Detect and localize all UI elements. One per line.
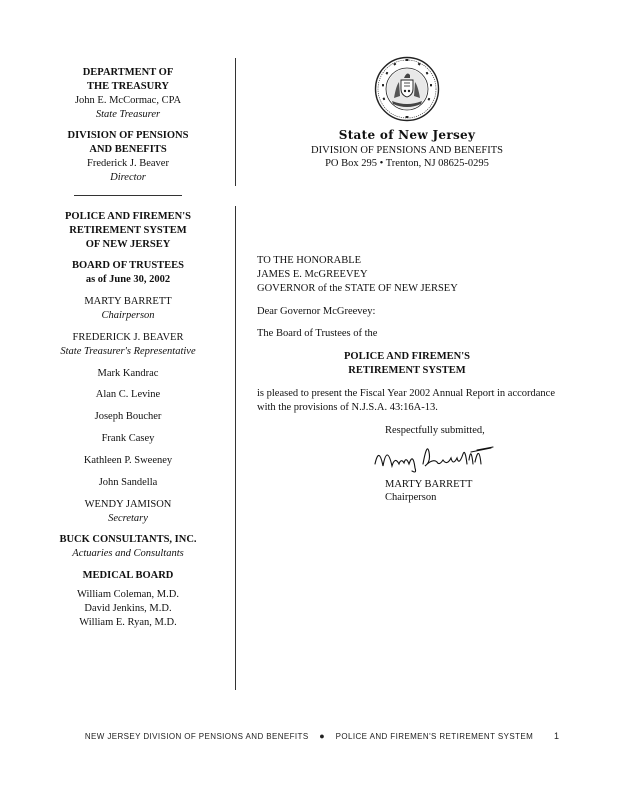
- closing: Respectfully submitted,: [385, 424, 485, 436]
- secretary-title: Secretary: [108, 512, 148, 524]
- treasury-dept-line2: THE TREASURY: [86, 80, 169, 92]
- medical-heading: MEDICAL BOARD: [82, 570, 174, 582]
- letter-body: [257, 254, 557, 505]
- treasurer-name: John E. McCormac, CPA: [74, 94, 182, 106]
- medical-member: William Coleman, M.D.: [77, 589, 179, 601]
- addressee-line: TO THE HONORABLE: [257, 255, 362, 266]
- section-divider: [74, 195, 182, 196]
- rep-name: FREDERICK J. BEAVER: [72, 331, 184, 343]
- page-number: 1: [554, 731, 560, 741]
- treasury-dept-line1: DEPARTMENT OF: [82, 67, 174, 78]
- column-divider-top: [235, 58, 236, 186]
- trustee-name: Joseph Boucher: [94, 411, 162, 423]
- bullet-icon: ●: [319, 731, 326, 741]
- system-name-line1: POLICE AND FIREMEN'S: [343, 351, 470, 363]
- body-text: is pleased to present the Fiscal Year 2002 Annual Report in accordance with the provisions of N.J.S.A. 43:16A-13.: [257, 388, 556, 413]
- addressee-line: JAMES E. McGREEVEY: [257, 268, 368, 280]
- system-line3: OF NEW JERSEY: [85, 238, 171, 250]
- director-name: Frederick J. Beaver: [87, 158, 169, 170]
- left-column: [40, 66, 216, 630]
- chair-name: MARTY BARRETT: [84, 296, 172, 308]
- footer-left-text: NEW JERSEY DIVISION OF PENSIONS AND BENEFITS: [84, 732, 309, 741]
- signer-name: MARTY BARRETT: [385, 478, 473, 490]
- signer-title: Chairperson: [385, 492, 437, 504]
- medical-member: William E. Ryan, M.D.: [79, 616, 177, 628]
- system-line2: RETIREMENT SYSTEM: [69, 224, 187, 236]
- board-heading: BOARD OF TRUSTEES: [71, 260, 185, 272]
- actuary-name: BUCK CONSULTANTS, INC.: [59, 534, 197, 546]
- trustee-name: John Sandella: [98, 476, 158, 488]
- actuary-title: Actuaries and Consultants: [72, 548, 184, 560]
- division-name: DIVISION OF PENSIONS AND BENEFITS: [311, 144, 503, 156]
- state-seal-icon: [374, 56, 440, 122]
- letterhead: [262, 56, 552, 171]
- chair-title: Chairperson: [101, 310, 155, 322]
- division-address: PO Box 295 • Trenton, NJ 08625-0295: [325, 158, 489, 170]
- trustee-name: Alan C. Levine: [95, 389, 161, 401]
- intro-text: The Board of Trustees of the: [257, 328, 378, 340]
- division-line2: AND BENEFITS: [89, 144, 167, 156]
- signature-image: [367, 438, 517, 478]
- page-footer: [0, 731, 618, 741]
- trustee-name: Frank Casey: [101, 433, 155, 445]
- rep-title: State Treasurer's Representative: [60, 345, 196, 357]
- division-line1: DIVISION OF PENSIONS: [67, 130, 189, 142]
- addressee-line: GOVERNOR of the STATE OF NEW JERSEY: [257, 282, 458, 294]
- board-date: as of June 30, 2002: [85, 274, 171, 286]
- director-title: Director: [110, 172, 146, 184]
- system-line1: POLICE AND FIREMEN'S: [64, 210, 191, 222]
- state-name: State of New Jersey: [338, 128, 476, 142]
- trustee-name: Mark Kandrac: [97, 367, 159, 379]
- system-name-line2: RETIREMENT SYSTEM: [348, 365, 466, 377]
- secretary-name: WENDY JAMISON: [84, 498, 172, 510]
- treasurer-title: State Treasurer: [95, 108, 161, 120]
- column-divider-bottom: [235, 206, 236, 690]
- footer-right-text: POLICE AND FIREMEN'S RETIREMENT SYSTEM: [335, 732, 534, 741]
- trustee-name: Kathleen P. Sweeney: [83, 455, 173, 467]
- medical-member: David Jenkins, M.D.: [84, 602, 172, 614]
- salutation: Dear Governor McGreevey:: [257, 305, 376, 317]
